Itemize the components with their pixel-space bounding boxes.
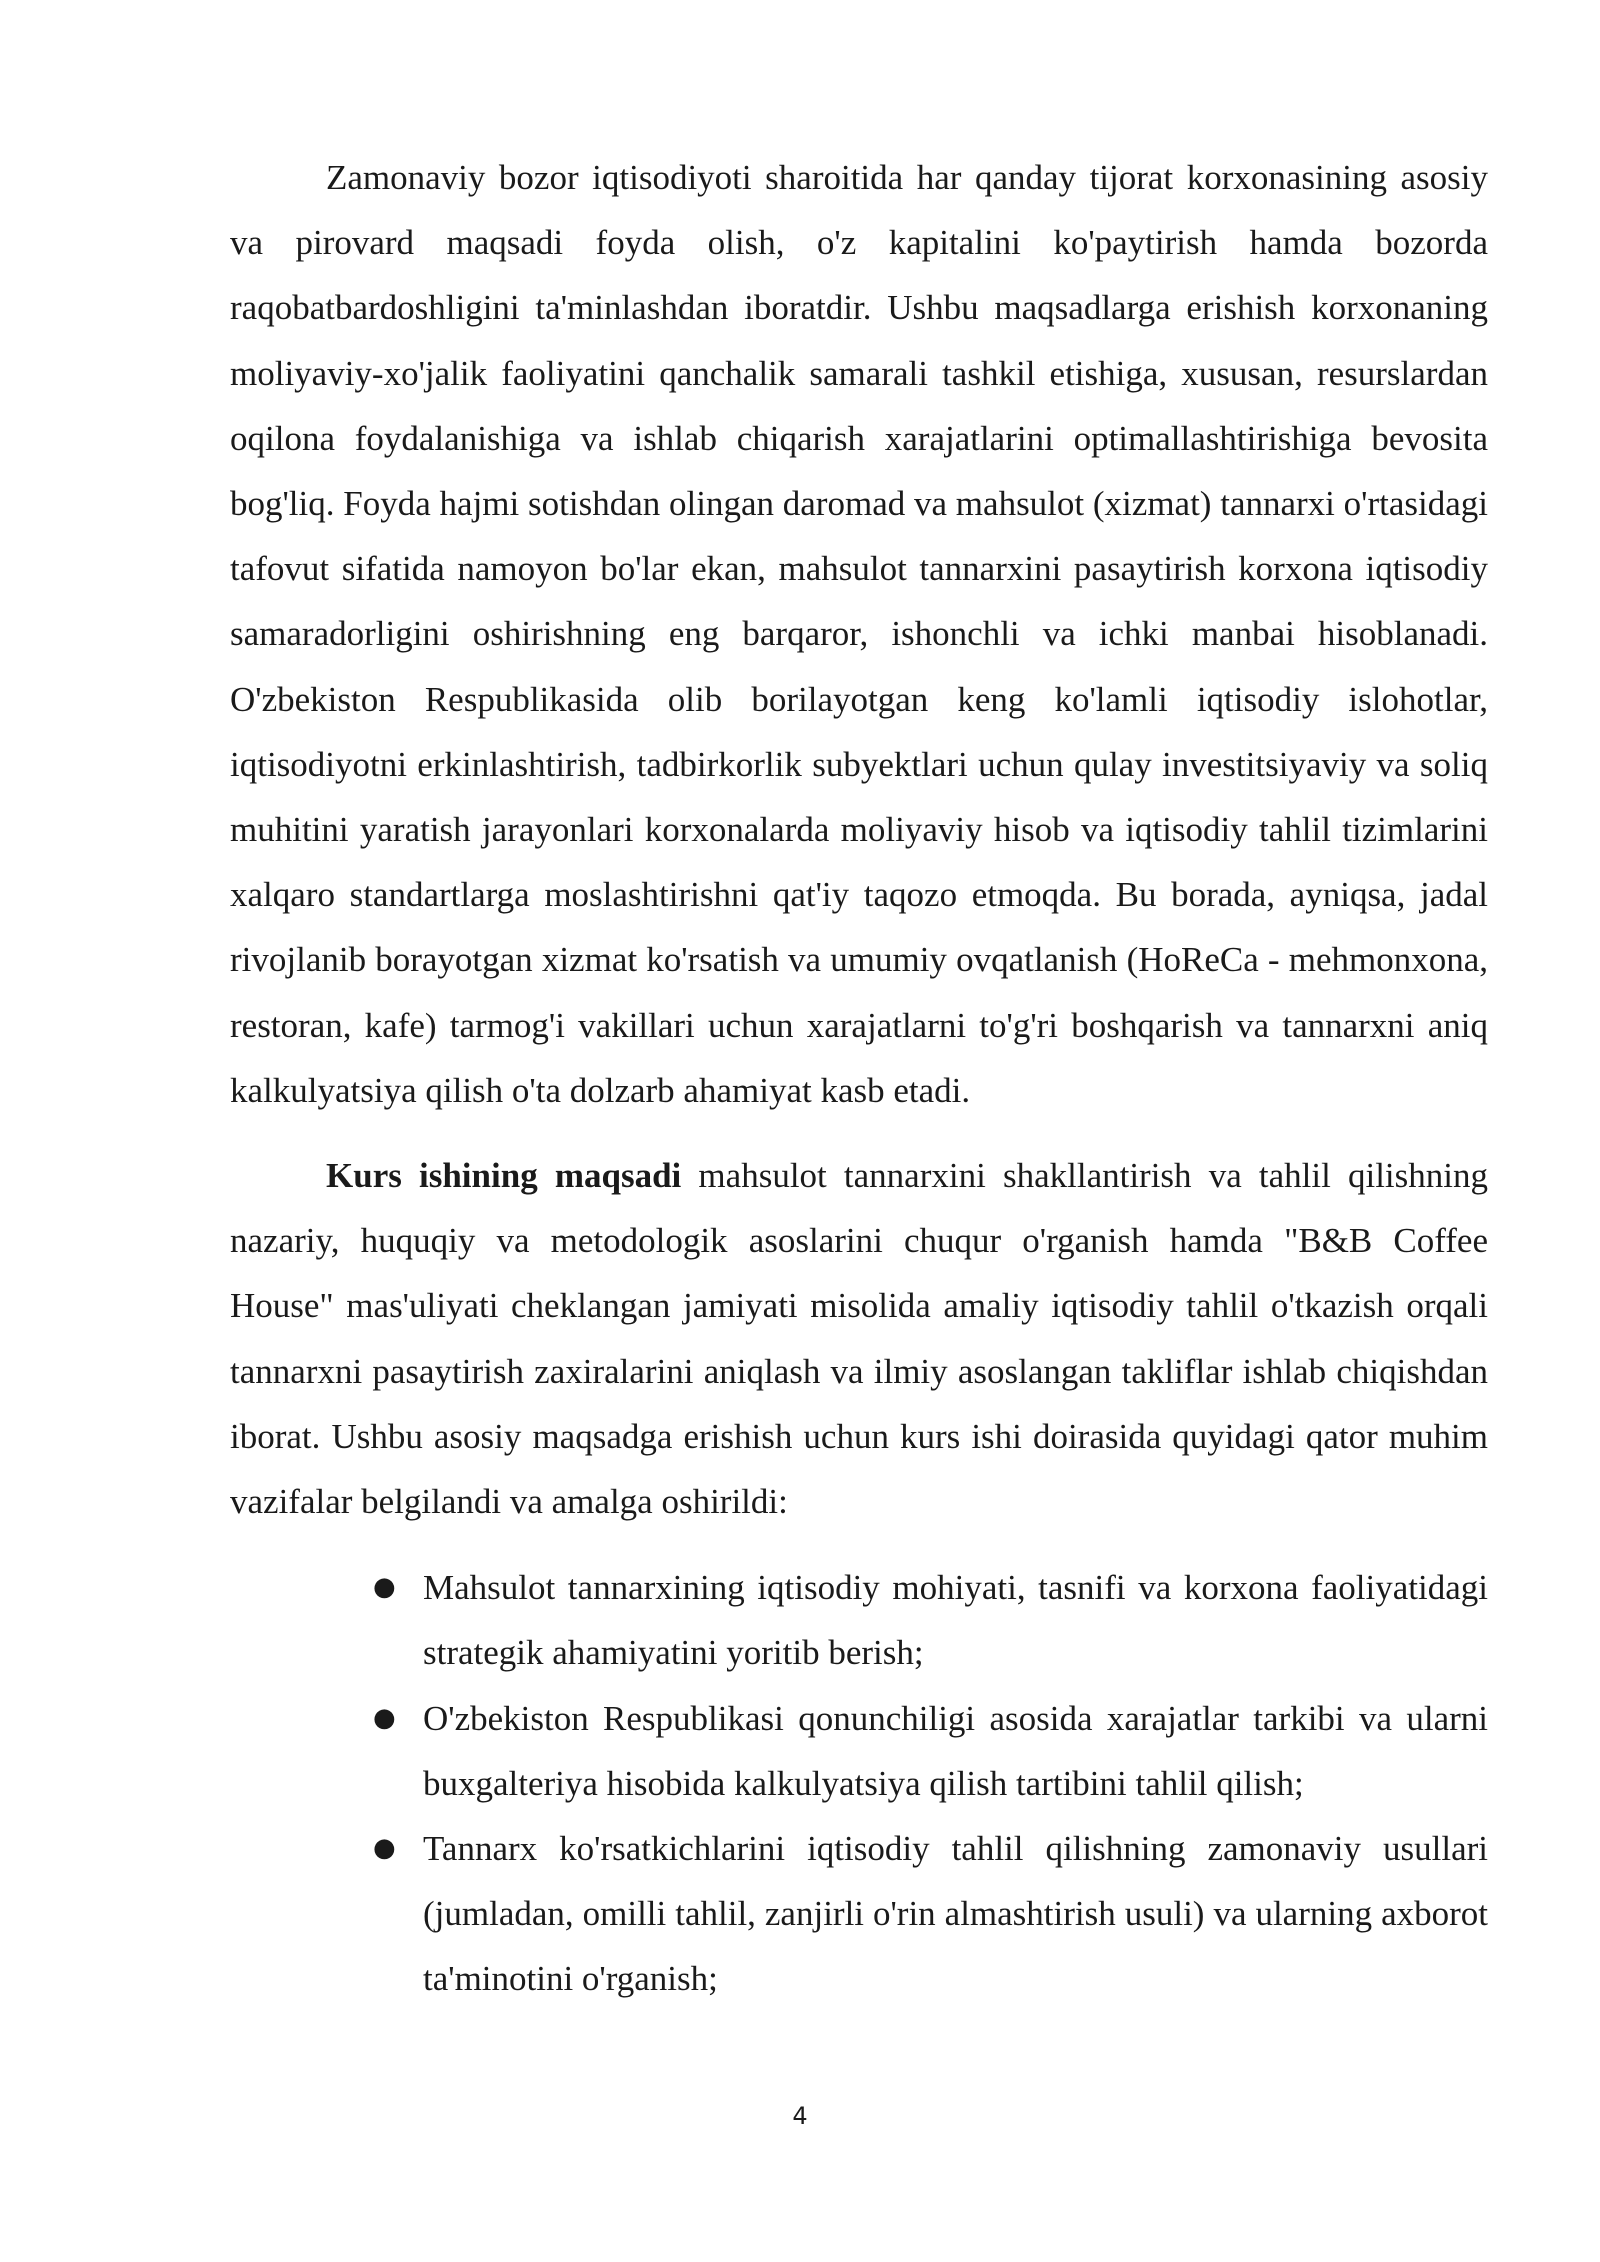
bullet-icon: ● xyxy=(373,1702,396,1733)
intro-paragraph xyxy=(230,145,1488,1123)
task-text: Mahsulot tannarxining iqtisodiy mohiyati, tasnifi va korxona faoliyatidagi strategik ahamiyatini yoritib berish; xyxy=(423,1568,1488,1673)
bullet-icon: ● xyxy=(373,1572,396,1603)
task-list-item xyxy=(373,1555,1488,1685)
task-text: O'zbekiston Respublikasi qonunchiligi asosida xarajatlar tarkibi va ularni buxgalteriya hisobida kalkulyatsiya qilish tartibini tahlil qilish; xyxy=(423,1698,1488,1803)
page-body xyxy=(230,145,1488,2012)
intro-paragraph-text: Zamonaviy bozor iqtisodiyoti sharoitida har qanday tijorat korxonasining asosiy va pirovard maqsadi foyda olish, o'z kapitalini ko'paytirish hamda bozorda raqobatbardoshligini ta'minlashdan iboratdir. Ushbu maqsadlarga erishish korxonaning moliyaviy-xo'jalik faoliyatini qanchalik samarali tashkil etishiga, xususan, resurslardan oqilona foydalanishiga va ishlab chiqarish xarajatlarini optimallashtirishiga bevosita bog'liq. Foyda hajmi sotishdan olingan daromad va mahsulot (xizmat) tannarxi o'rtasidagi tafovut sifatida namoyon bo'lar ekan, mahsulot tannarxini pasaytirish korxona iqtisodiy samaradorligini oshirishning eng barqaror, ishonchli va ichki manbai hisoblanadi. O'zbekiston Respublikasida olib borilayotgan keng ko'lamli iqtisodiy islohotlar, iqtisodiyotni erkinlashtirish, tadbirkorlik subyektlari uchun qulay investitsiyaviy va soliq muhitini yaratish jarayonlari korxonalarda moliyaviy hisob va iqtisodiy tahlil tizimlarini xalqaro standartlarga moslashtirishni qat'iy taqozo etmoqda. Bu borada, ayniqsa, jadal rivojlanib borayotgan xizmat ko'rsatish va umumiy ovqatlanish (HoReCa - mehmonxona, restoran, kafe) tarmog'i vakillari uchun xarajatlarni to'g'ri boshqarish va tannarxni aniq kalkulyatsiya qilish o'ta dolzarb ahamiyat kasb etadi. xyxy=(230,158,1488,1110)
page-number: 4 xyxy=(792,2102,808,2130)
goal-paragraph-text: mahsulot tannarxini shakllantirish va tahlil qilishning nazariy, huquqiy va metodologik asoslarini chuqur o'rganish hamda "B&B Coffee House" mas'uliyati cheklangan jamiyati misolida amaliy iqtisodiy tahlil o'tkazish orqali tannarxni pasaytirish zaxiralarini aniqlash va ilmiy asoslangan takliflar ishlab chiqishdan iborat. Ushbu asosiy maqsadga erishish uchun kurs ishi doirasida quyidagi qator muhim vazifalar belgilandi va amalga oshirildi: xyxy=(230,1156,1489,1522)
goal-paragraph xyxy=(230,1143,1488,1534)
task-list-item xyxy=(373,1686,1488,1816)
bullet-icon: ● xyxy=(373,1833,396,1864)
task-list xyxy=(230,1555,1488,2011)
task-text: Tannarx ko'rsatkichlarini iqtisodiy tahlil qilishning zamonaviy usullari (jumladan, omilli tahlil, zanjirli o'rin almashtirish usuli) va ularning axborot ta'minotini o'rganish; xyxy=(423,1829,1488,1999)
goal-heading: Kurs ishining maqsadi xyxy=(326,1156,682,1196)
task-list-item xyxy=(373,1816,1488,2012)
